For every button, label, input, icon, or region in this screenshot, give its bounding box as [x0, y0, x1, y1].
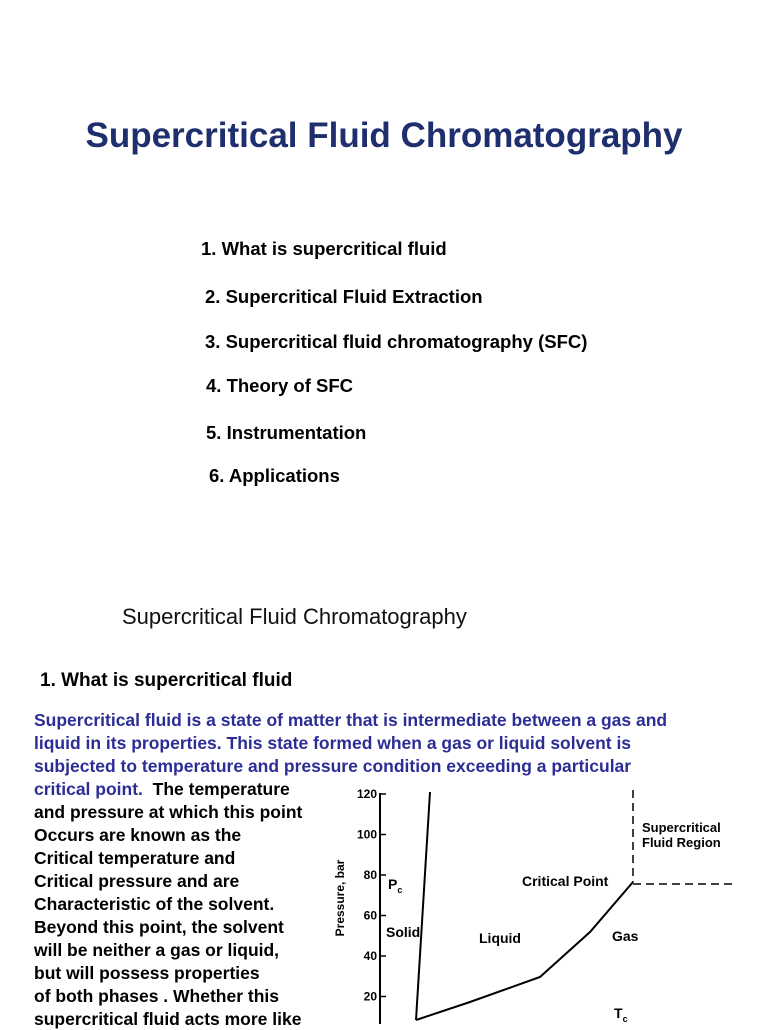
critical-point-label: Critical Point — [522, 873, 609, 889]
solid-region-label: Solid — [386, 924, 421, 940]
body-line-1: The temperature — [152, 779, 290, 799]
toc-item-2: 2. Supercritical Fluid Extraction — [205, 286, 483, 307]
body-line-10: of both phases . Whether this — [34, 986, 280, 1006]
second-slide-title: Supercritical Fluid Chromatography — [122, 604, 467, 629]
body-line-2: and pressure at which this point — [34, 802, 303, 822]
body-line-5: Critical pressure and are — [34, 871, 240, 891]
tc-label: $T_c$ — [614, 1005, 628, 1024]
body-line-9: but will possess properties — [34, 963, 260, 983]
toc-item-1: 1. What is supercritical fluid — [201, 238, 447, 259]
toc-item-6: 6. Applications — [209, 465, 340, 486]
sc-region-label-line-1: Supercritical — [642, 820, 721, 835]
y-tick-label: 60 — [363, 908, 377, 923]
y-tick-label: 20 — [363, 989, 377, 1004]
liquid-gas-boundary — [416, 882, 633, 1020]
body-line-3: Occurs are known as the — [34, 825, 242, 845]
y-axis-label: Pressure, bar — [333, 859, 347, 937]
solid-liquid-boundary — [416, 792, 430, 1020]
intro-line-1: Supercritical fluid is a state of matter that is intermediate between a gas and — [34, 710, 668, 730]
toc-item-3: 3. Supercritical fluid chromatography (SFC) — [205, 331, 588, 352]
body-line-4: Critical temperature and — [34, 848, 236, 868]
y-tick-label: 120 — [356, 787, 377, 801]
sc-region-label-line-2: Fluid Region — [642, 835, 721, 850]
y-tick-label: 100 — [356, 827, 377, 842]
section-heading: 1. What is supercritical fluid — [40, 670, 293, 691]
y-tick-label: 80 — [363, 868, 377, 882]
slide-title: Supercritical Fluid Chromatography — [85, 116, 683, 155]
body-line-11: supercritical fluid acts more like — [34, 1009, 302, 1029]
body-line-8: will be neither a gas or liquid, — [34, 940, 280, 960]
gas-region-label: Gas — [612, 928, 639, 944]
body-line-6: Characteristic of the solvent. — [34, 894, 275, 914]
toc-item-5: 5. Instrumentation — [206, 422, 367, 443]
critical-point-phrase: critical point. — [34, 779, 143, 799]
intro-line-4 — [34, 779, 290, 800]
body-line-7: Beyond this point, the solvent — [34, 917, 284, 937]
phase-diagram — [330, 780, 760, 1024]
liquid-region-label: Liquid — [479, 930, 521, 946]
intro-line-2: liquid in its properties. This state formed when a gas or liquid solvent is — [34, 733, 632, 753]
pc-label: $P_c$ — [388, 876, 403, 895]
y-axis-ticks — [357, 787, 386, 1004]
toc-item-4: 4. Theory of SFC — [206, 375, 353, 396]
intro-line-3: subjected to temperature and pressure condition exceeding a particular — [34, 756, 632, 776]
y-tick-label: 40 — [363, 949, 377, 963]
